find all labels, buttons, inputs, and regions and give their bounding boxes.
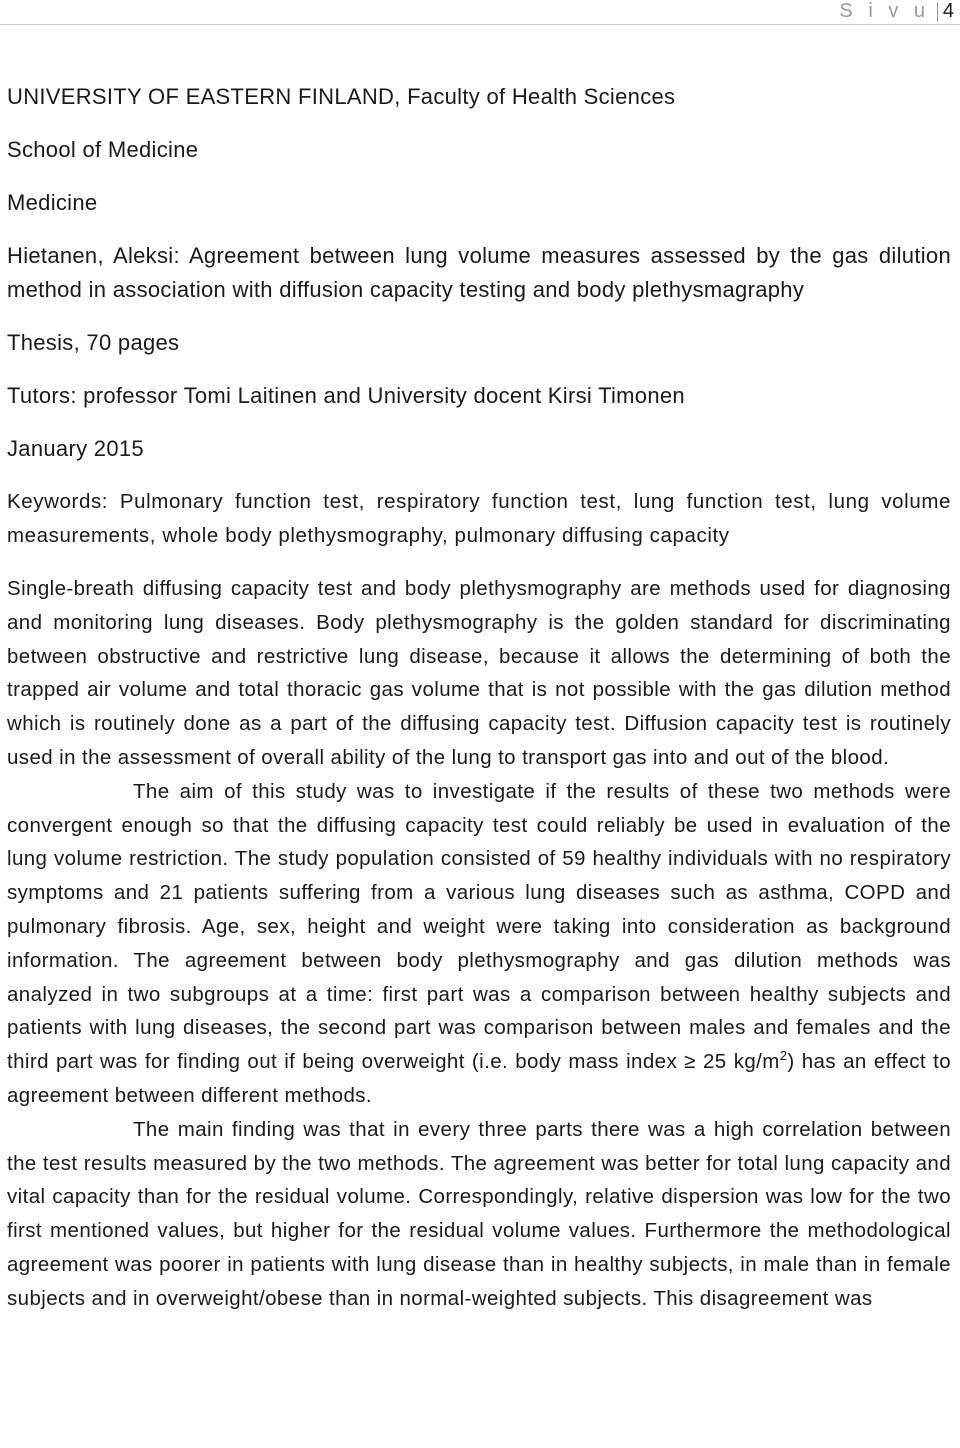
page-header bbox=[0, 0, 960, 25]
school: School of Medicine bbox=[7, 137, 199, 162]
document-body bbox=[7, 80, 951, 1316]
program: Medicine bbox=[7, 190, 98, 215]
date: January 2015 bbox=[7, 436, 144, 461]
abstract bbox=[7, 572, 951, 1316]
abstract-paragraph-2 bbox=[7, 775, 951, 1113]
superscript: 2 bbox=[779, 1048, 788, 1064]
thesis-title: Hietanen, Aleksi: Agreement between lung volume measures assessed by the gas dilution method in association with diffusion capacity testing and body plethysmagraphy bbox=[7, 243, 951, 302]
abstract-paragraph-3: The main finding was that in every three parts there was a high correlation between the test results measured by the two methods. The agreement was better for total lung capacity and vital capacity than for the residual volume. Correspondingly, relative dispersion was low for the two first mentioned values, but higher for the residual volume values. Furthermore the methodological agreement was poorer in patients with lung disease than in healthy subjects, in male than in female subjects and in overweight/obese than in normal-weighted subjects. This disagreement was bbox=[7, 1117, 951, 1310]
abstract-paragraph-2-text: The aim of this study was to investigate if the results of these two methods were convergent enough so that the diffusing capacity test could reliably be used in evaluation of the lung volume restriction. The study population consisted of 59 healthy individuals with no respiratory symptoms and 21 patients suffering from a various lung diseases such as asthma, COPD and pulmonary fibrosis. Age, sex, height and weight were taking into consideration as background information. The agreement between body plethysmography and gas dilution methods was analyzed in two subgroups at a time: first part was a comparison between healthy subjects and patients with lung diseases, the second part was comparison between males and females and the third part was for finding out if being overweight (i.e. body mass index ≥ 25 kg/m bbox=[7, 779, 951, 1074]
institution: UNIVERSITY OF EASTERN FINLAND, Faculty of Health Sciences bbox=[7, 84, 676, 109]
page-number: 4 bbox=[942, 0, 954, 22]
page-label: S i v u bbox=[839, 0, 930, 22]
keywords: Keywords: Pulmonary function test, respiratory function test, lung function test, lung volume measurements, whole body plethysmography, pulmonary diffusing capacity bbox=[7, 490, 951, 547]
tutors: Tutors: professor Tomi Laitinen and University docent Kirsi Timonen bbox=[7, 383, 685, 408]
abstract-paragraph-1: Single-breath diffusing capacity test and body plethysmography are methods used for diagnosing and monitoring lung diseases. Body plethysmography is the golden standard for discriminating between obstructive and restrictive lung disease, because it allows the determining of both the trapped air volume and total thoracic gas volume that is not possible with the gas dilution method which is routinely done as a part of the diffusing capacity test. Diffusion capacity test is routinely used in the assessment of overall ability of the lung to transport gas into and out of the blood. bbox=[7, 577, 951, 769]
page-number-divider bbox=[937, 2, 938, 22]
abstract-paragraph-2-end: ) has an effect to agreement between different methods. bbox=[7, 1050, 952, 1107]
thesis-info: Thesis, 70 pages bbox=[7, 330, 180, 355]
